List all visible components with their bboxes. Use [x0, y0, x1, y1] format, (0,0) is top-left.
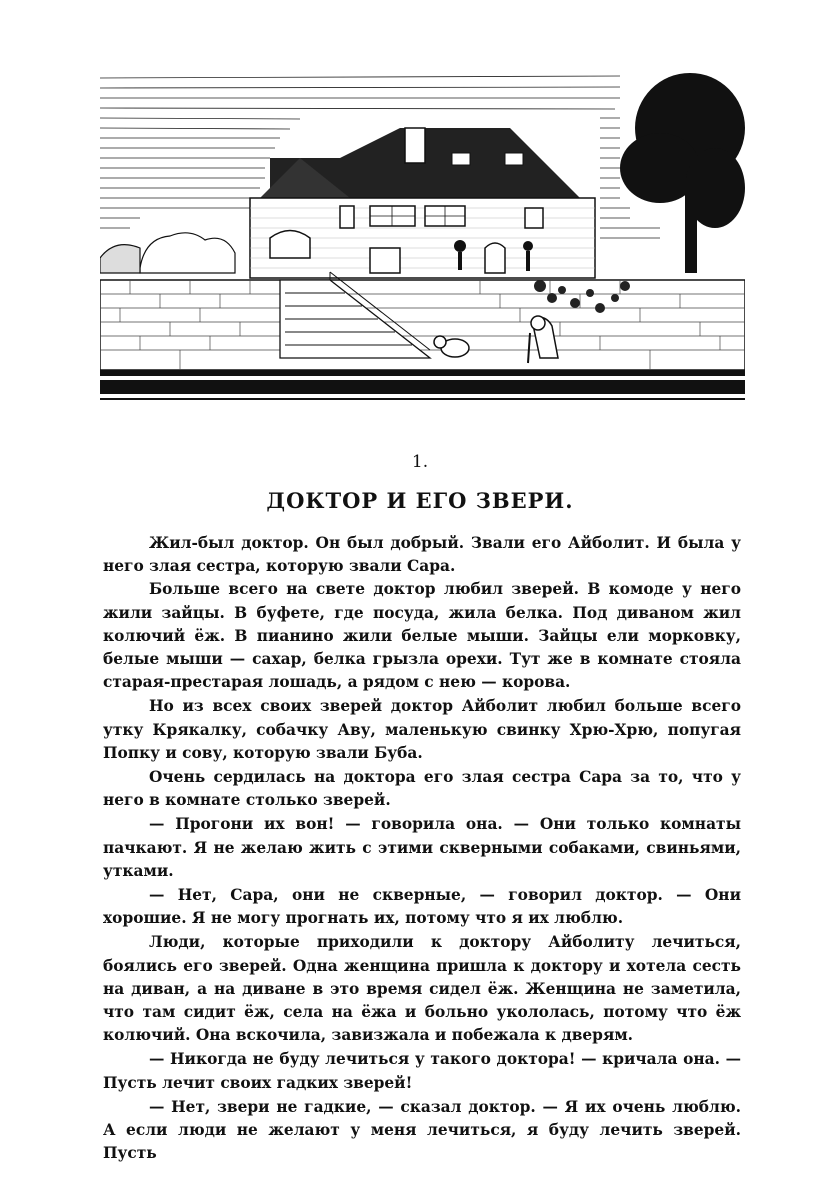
chapter-text [103, 532, 741, 1166]
paragraph: Но из всех своих зверей доктор Айболит любил больше всего утку Крякалку, собачку Аву, маленькую свинку Хрю-Хрю, попугая Попку и сову, которую звали Буба. [103, 697, 741, 762]
chapter-number: 1. [411, 452, 429, 472]
chapter-title: ДОКТОР И ЕГО ЗВЕРИ. [266, 488, 574, 513]
paragraph: Люди, которые приходили к доктору Айболиту лечиться, боялись его зверей. Одна женщина пришла к доктору и хотела сесть на диван, а на диване в это время сидел ёж. Женщина не заметила, что там сидит ёж, села на ёжа и больно укололась, потому что ёж колючий. Она вскочила, завизжала и побежала к дверям. [103, 933, 741, 1045]
paragraph: — Нет, звери не гадкие, — сказал доктор. — Я их очень люблю. А если люди не желают у меня лечиться, я буду лечить зверей. Пусть [103, 1097, 741, 1163]
paragraph: Больше всего на свете доктор любил зверей. В комоде у него жили зайцы. В буфете, где посуда, жила белка. Под диваном жил колючий ёж. В пианино жили белые мыши. Зайцы ели морковку, белые мыши — сахар, белка грызла орехи. Тут же в комнате стояла старая-престарая лошадь, а рядом с нею — корова. [103, 580, 741, 692]
paragraph: — Никогда не буду лечиться у такого доктора! — кричала она. — Пусть лечит своих гадких зверей! [103, 1050, 741, 1092]
paragraph: — Нет, Сара, они не скверные, — говорил доктор. — Они хорошие. Я не могу прогнать их, потому что я их люблю. [103, 886, 741, 928]
paragraph: Очень сердилась на доктора его злая сестра Сара за то, что у него в комнате столько зверей. [103, 768, 741, 810]
paragraph: Жил-был доктор. Он был добрый. Звали его Айболит. И была у него злая сестра, которую звали Сара. [103, 534, 741, 576]
paragraph: — Прогони их вон! — говорила она. — Они только комнаты пачкают. Я не желаю жить с этими скверными собаками, свиньями, утками. [103, 815, 741, 880]
house-illustration [100, 58, 745, 408]
